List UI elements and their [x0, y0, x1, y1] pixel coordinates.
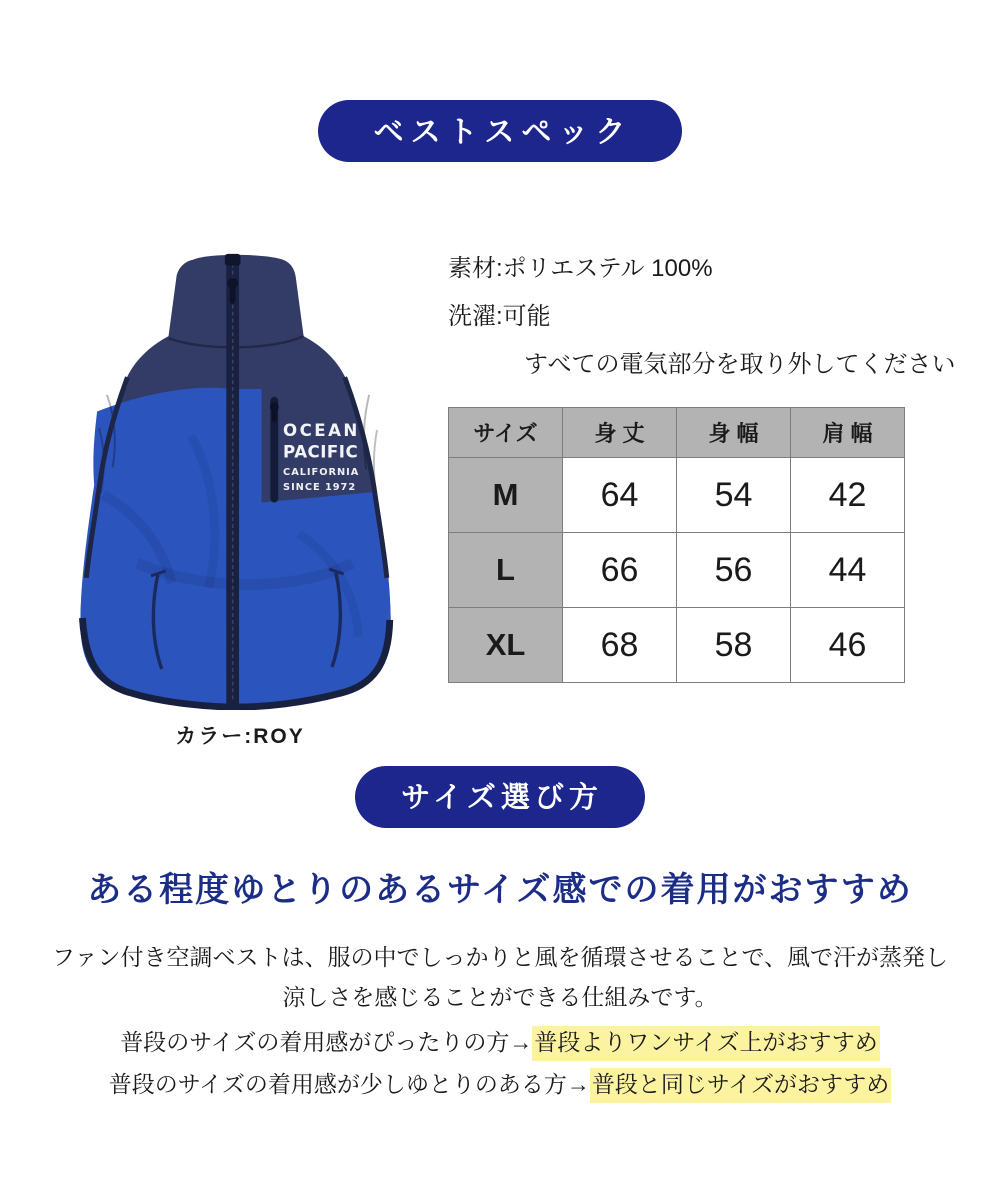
- body-width-value: 58: [677, 608, 791, 683]
- size-table-row-m: [449, 458, 905, 533]
- chest-pocket-zipper-pull: [272, 410, 277, 423]
- body-length-value: 66: [563, 533, 677, 608]
- size-tips: [0, 1025, 1000, 1101]
- size-table-body: [449, 458, 905, 683]
- washing-line: 洗濯:可能: [448, 303, 551, 330]
- size-guide-description: [0, 937, 1000, 1017]
- material-info: [448, 252, 1000, 381]
- size-label: L: [449, 533, 563, 608]
- size-table-header-row: [449, 408, 905, 458]
- size-guide-heading: ある程度ゆとりのあるサイズ感での着用がおすすめ: [87, 871, 913, 909]
- size-tip-1-text: 普段のサイズの着用感がぴったりの方→: [120, 1029, 533, 1055]
- size-label: XL: [449, 608, 563, 683]
- size-tip-1-highlight: 普段よりワンサイズ上がおすすめ: [532, 1026, 879, 1061]
- brand-print-line2: PACIFIC: [283, 442, 359, 462]
- center-zipper: [226, 256, 239, 706]
- body-width-value: 56: [677, 533, 791, 608]
- size-label: M: [449, 458, 563, 533]
- size-table-header-body-length: 身 丈: [563, 408, 677, 458]
- size-tip-2-text: 普段のサイズの着用感が少しゆとりのある方→: [108, 1071, 590, 1097]
- section-badge-size-guide-label: サイズ選び方: [401, 781, 603, 814]
- brand-print-line4: SINCE 1972: [283, 481, 357, 493]
- size-table-head: [449, 408, 905, 458]
- size-table-row-xl: [449, 608, 905, 683]
- brand-print-line3: CALIFORNIA: [283, 467, 360, 479]
- color-caption: カラー:ROY: [175, 725, 305, 748]
- body-length-value: 68: [563, 608, 677, 683]
- spec-content-row: [0, 250, 1000, 750]
- section-badge-vest-spec-label: ベストスペック: [373, 116, 633, 149]
- product-photo: [40, 250, 440, 750]
- brand-print-line1: OCEAN: [283, 420, 360, 440]
- washing-note-line: すべての電気部分を取り外してください: [524, 351, 956, 378]
- center-zipper-pull: [230, 287, 236, 304]
- size-table-row-l: [449, 533, 905, 608]
- size-table-header-body-width: 身 幅: [677, 408, 791, 458]
- size-table-header-shoulder-width: 肩 幅: [791, 408, 905, 458]
- center-zipper-garage: [225, 254, 241, 266]
- spec-info-column: [448, 250, 1000, 750]
- size-table: [448, 407, 905, 683]
- size-tip-2-highlight: 普段と同じサイズがおすすめ: [590, 1068, 891, 1103]
- vest-illustration: [40, 250, 440, 710]
- description-line-1: ファン付き空調ベストは、服の中でしっかりと風を循環させることで、風で汗が蒸発し: [51, 944, 949, 970]
- body-width-value: 54: [677, 458, 791, 533]
- shoulder-width-value: 44: [791, 533, 905, 608]
- center-zipper-pull: [227, 278, 238, 289]
- body-length-value: 64: [563, 458, 677, 533]
- size-table-header-size: サイズ: [449, 408, 563, 458]
- shoulder-width-value: 46: [791, 608, 905, 683]
- material-line: 素材:ポリエステル 100%: [448, 255, 713, 282]
- section-badge-size-guide: [355, 766, 645, 828]
- size-tip-2: [0, 1067, 1000, 1101]
- size-tip-1: [0, 1025, 1000, 1059]
- section-badge-vest-spec: [318, 100, 683, 162]
- shoulder-width-value: 42: [791, 458, 905, 533]
- description-line-2: 涼しさを感じることができる仕組みです。: [282, 984, 718, 1010]
